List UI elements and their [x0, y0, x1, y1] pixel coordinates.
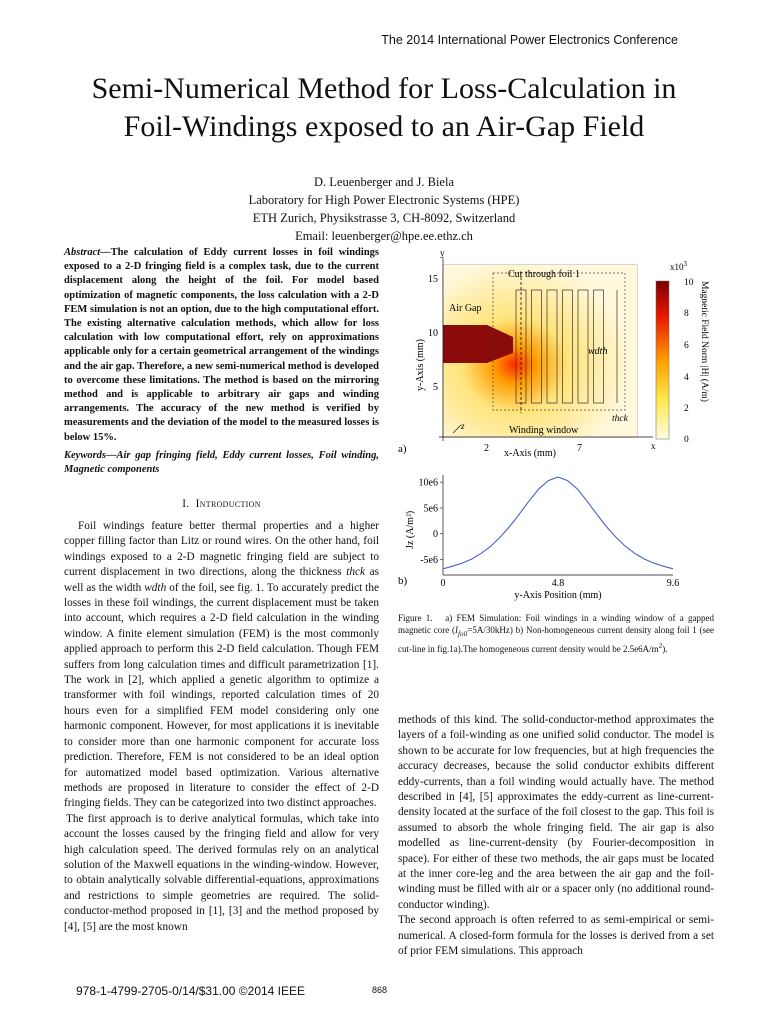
conference-header: The 2014 International Power Electronics Conference [381, 33, 678, 47]
caption-current-symbol: $I_{foil}$ [455, 625, 468, 639]
keywords-text: —Air gap fringing field, Eddy current losses, Foil winding, Magnetic components [64, 450, 379, 476]
chart-x-tick-label: 4.8 [551, 578, 565, 589]
keywords-label: Keywords [64, 450, 106, 461]
figure-1 [395, 243, 715, 613]
colorbar-tick-4: 4 [684, 373, 689, 383]
chart-y-tick-label: 0 [433, 529, 438, 541]
section-number: I. [182, 498, 190, 510]
title-line-1: Semi-Numerical Method for Loss-Calculation in [91, 72, 677, 105]
affiliation [0, 191, 768, 245]
y-tick-5: 5 [433, 382, 438, 393]
paper-title [40, 70, 728, 146]
affiliation-line-2: ETH Zurich, Physikstrasse 3, CH-8092, Switzerland [252, 211, 516, 225]
colorbar-scale-exponent: 3 [683, 260, 687, 268]
wdth-label: wdth [588, 346, 608, 357]
figure-svg [395, 243, 715, 608]
right-paragraph-2: The second approach is often referred to as semi-empirical or semi-numerical. A closed-form formula for the losses is derived from a set of prior FEM simulations. This approach [398, 914, 714, 958]
chart-y-axis-label: Jz (A/m²) [405, 510, 416, 549]
cut-through-label: Cut through foil 1 [508, 269, 580, 280]
page-number: 868 [372, 985, 388, 995]
y-tick-15: 15 [428, 274, 438, 285]
chart-x-tick-label: 0 [440, 578, 446, 589]
chart-x-tick-label: 9.6 [666, 578, 680, 589]
fem-x-axis-label: x-Axis (mm) [504, 448, 556, 459]
x-axis-letter: x [651, 441, 656, 451]
introduction-text [64, 519, 379, 935]
section-title: Introduction [195, 498, 261, 510]
panel-a-label: a) [398, 443, 407, 455]
figure-caption: Figure 1. a) FEM Simulation: Foil windings in a winding window of a gapped magnetic core $(I_{foil}=5A/30kHz)$ b) Non-homogeneous current density along foil 1 (see cut-line in fig.1a).The homogeneous current density would be $2.5e6A/m^2$). [398, 613, 714, 655]
chart-y-tick-label: -5e6 [420, 555, 438, 567]
email-line: Email: leuenberger@hpe.ee.ethz.ch [295, 229, 473, 243]
y-tick-10: 10 [428, 328, 438, 339]
colorbar-tick-10: 10 [684, 278, 694, 288]
right-column-text [398, 713, 714, 960]
right-paragraph-1: methods of this kind. The solid-conductor-method approximates the layers of a foil-winding as one unified solid conductor. The model is shown to be accurate for low frequencies, but at high frequencies the accuracy decreases, because the solid conductor exhibits different eddy-currents, than a foil winding would actually have. The method described in [4], [5] approximates the eddy-current as line-current-density located at the surface of the foil closest to the gap. This foil is assumed to absorb the whole fringing field. The air gap is also modelled as line-current-density (by Fourier-decomposition in space). For either of these two methods, the air gaps must be located at the inner core-leg and the area between the air gap and the foil-winding must be filled with air or a spacer only (no additional round-conductor winding). [398, 714, 714, 911]
caption-label: Figure 1. [398, 613, 433, 623]
abstract-text: —The calculation of Eddy current losses in foil windings exposed to a 2-D fringing field is a complex task, due to the current displacement along the height of the foil. For model based optimization of magnetic components, the loss calculation with a 2-D FEM simulation is not an option, due to the high computational effort. The existing alternative calculation methods, which allow for loss calculation with low computational effort, rely on approximations applicable only for a certain geometrical arrangement of the windings and the air gap. Therefore, a new semi-numerical method is developed to overcome these limitations. The method is based on the mirroring method and is applicable to arbitrary air gaps and winding arrangements. The accuracy of the new method is verified by measurements and the deviation of the model to the measured losses is below 15%. [64, 247, 379, 443]
chart-y-tick-label: 10e6 [418, 477, 438, 489]
colorbar-tick-2: 2 [684, 404, 689, 414]
x-tick-2: 2 [484, 443, 489, 454]
footer-isbn: 978-1-4799-2705-0/14/$31.00 ©2014 IEEE [76, 984, 306, 998]
keywords [64, 449, 379, 477]
intro-paragraph-1: Foil windings feature better thermal properties and a higher copper filling factor than Litz or round wires. On the other hand, foil windings exposed to a 2-D magnetic fringing field are subject to current displacement in two directions, along the thickness thck as well as the width wdth of the foil, see fig. 1. To accurately predict the losses in these foil windings, the current displacement must be taken into account, which requires a 2-D field calculation in the winding window. A finite element simulation (FEM) is the most commonly applied approach to perform this 2-D field calculation. Though FEM suffers from long calculation times and difficult parametrization [1]. The work in [2], which applied a genetic algorithm to optimize a transformer with foil windings, reported calculation times of 20 hours even for a simplified FEM model considering only one harmonic component. However, for most applications it is inevitable to consider more than one harmonic component for accurate loss prediction. Therefore, FEM is not considered to be an ideal option for automatized model based optimization. Various alternative methods are proposed in literature to consider the effect of 2-D fringing fields. They can be categorized into two distinct approaches. [64, 520, 379, 810]
wdth-symbol: wdth [144, 581, 167, 594]
abstract-label: Abstract [64, 247, 101, 258]
panel-b-label: b) [398, 575, 408, 587]
thck-label: thck [612, 414, 628, 424]
colorbar [656, 281, 669, 439]
title-line-2: Foil-Windings exposed to an Air-Gap Field [123, 110, 645, 143]
authors: D. Leuenberger and J. Biela [314, 175, 454, 189]
air-gap-label: Air Gap [449, 303, 482, 314]
fem-y-axis-label: y-Axis (mm) [415, 339, 426, 391]
abstract [64, 246, 379, 445]
intro-paragraph-2: The first approach is to derive analytical formulas, which take into account the losses caused by the fringing field and allow for very high calculation speed. The derived formulas rely on an analytical solution of the Maxwell equations in the winding-window. However, to obtain analytically solvable differential-equations, approximations and restrictions to simple geometries are required. The solid-conductor-method proposed in [1], [3] and the method proposed by [4], [5] are the most known [64, 812, 379, 933]
y-axis-letter: y [440, 248, 445, 258]
affiliation-line-1: Laboratory for High Power Electronic Systems (HPE) [248, 193, 520, 207]
chart-series-line-1 [443, 477, 673, 569]
thck-symbol: thck [346, 566, 366, 579]
colorbar-tick-6: 6 [684, 341, 689, 351]
z-axis-letter: z [461, 421, 465, 431]
x-tick-7: 7 [577, 443, 582, 454]
colorbar-tick-0: 0 [684, 435, 689, 445]
section-heading [64, 498, 379, 510]
winding-window-label: Winding window [509, 425, 579, 436]
chart-x-axis-label: y-Axis Position (mm) [514, 590, 602, 601]
colorbar-tick-8: 8 [684, 309, 689, 319]
colorbar-label: Magnetic Field Norm |H| (A/m) [699, 281, 709, 402]
chart-y-tick-label: 5e6 [423, 503, 438, 515]
current-density-chart [419, 475, 680, 601]
colorbar-scale: $x10^3$ [670, 260, 687, 272]
